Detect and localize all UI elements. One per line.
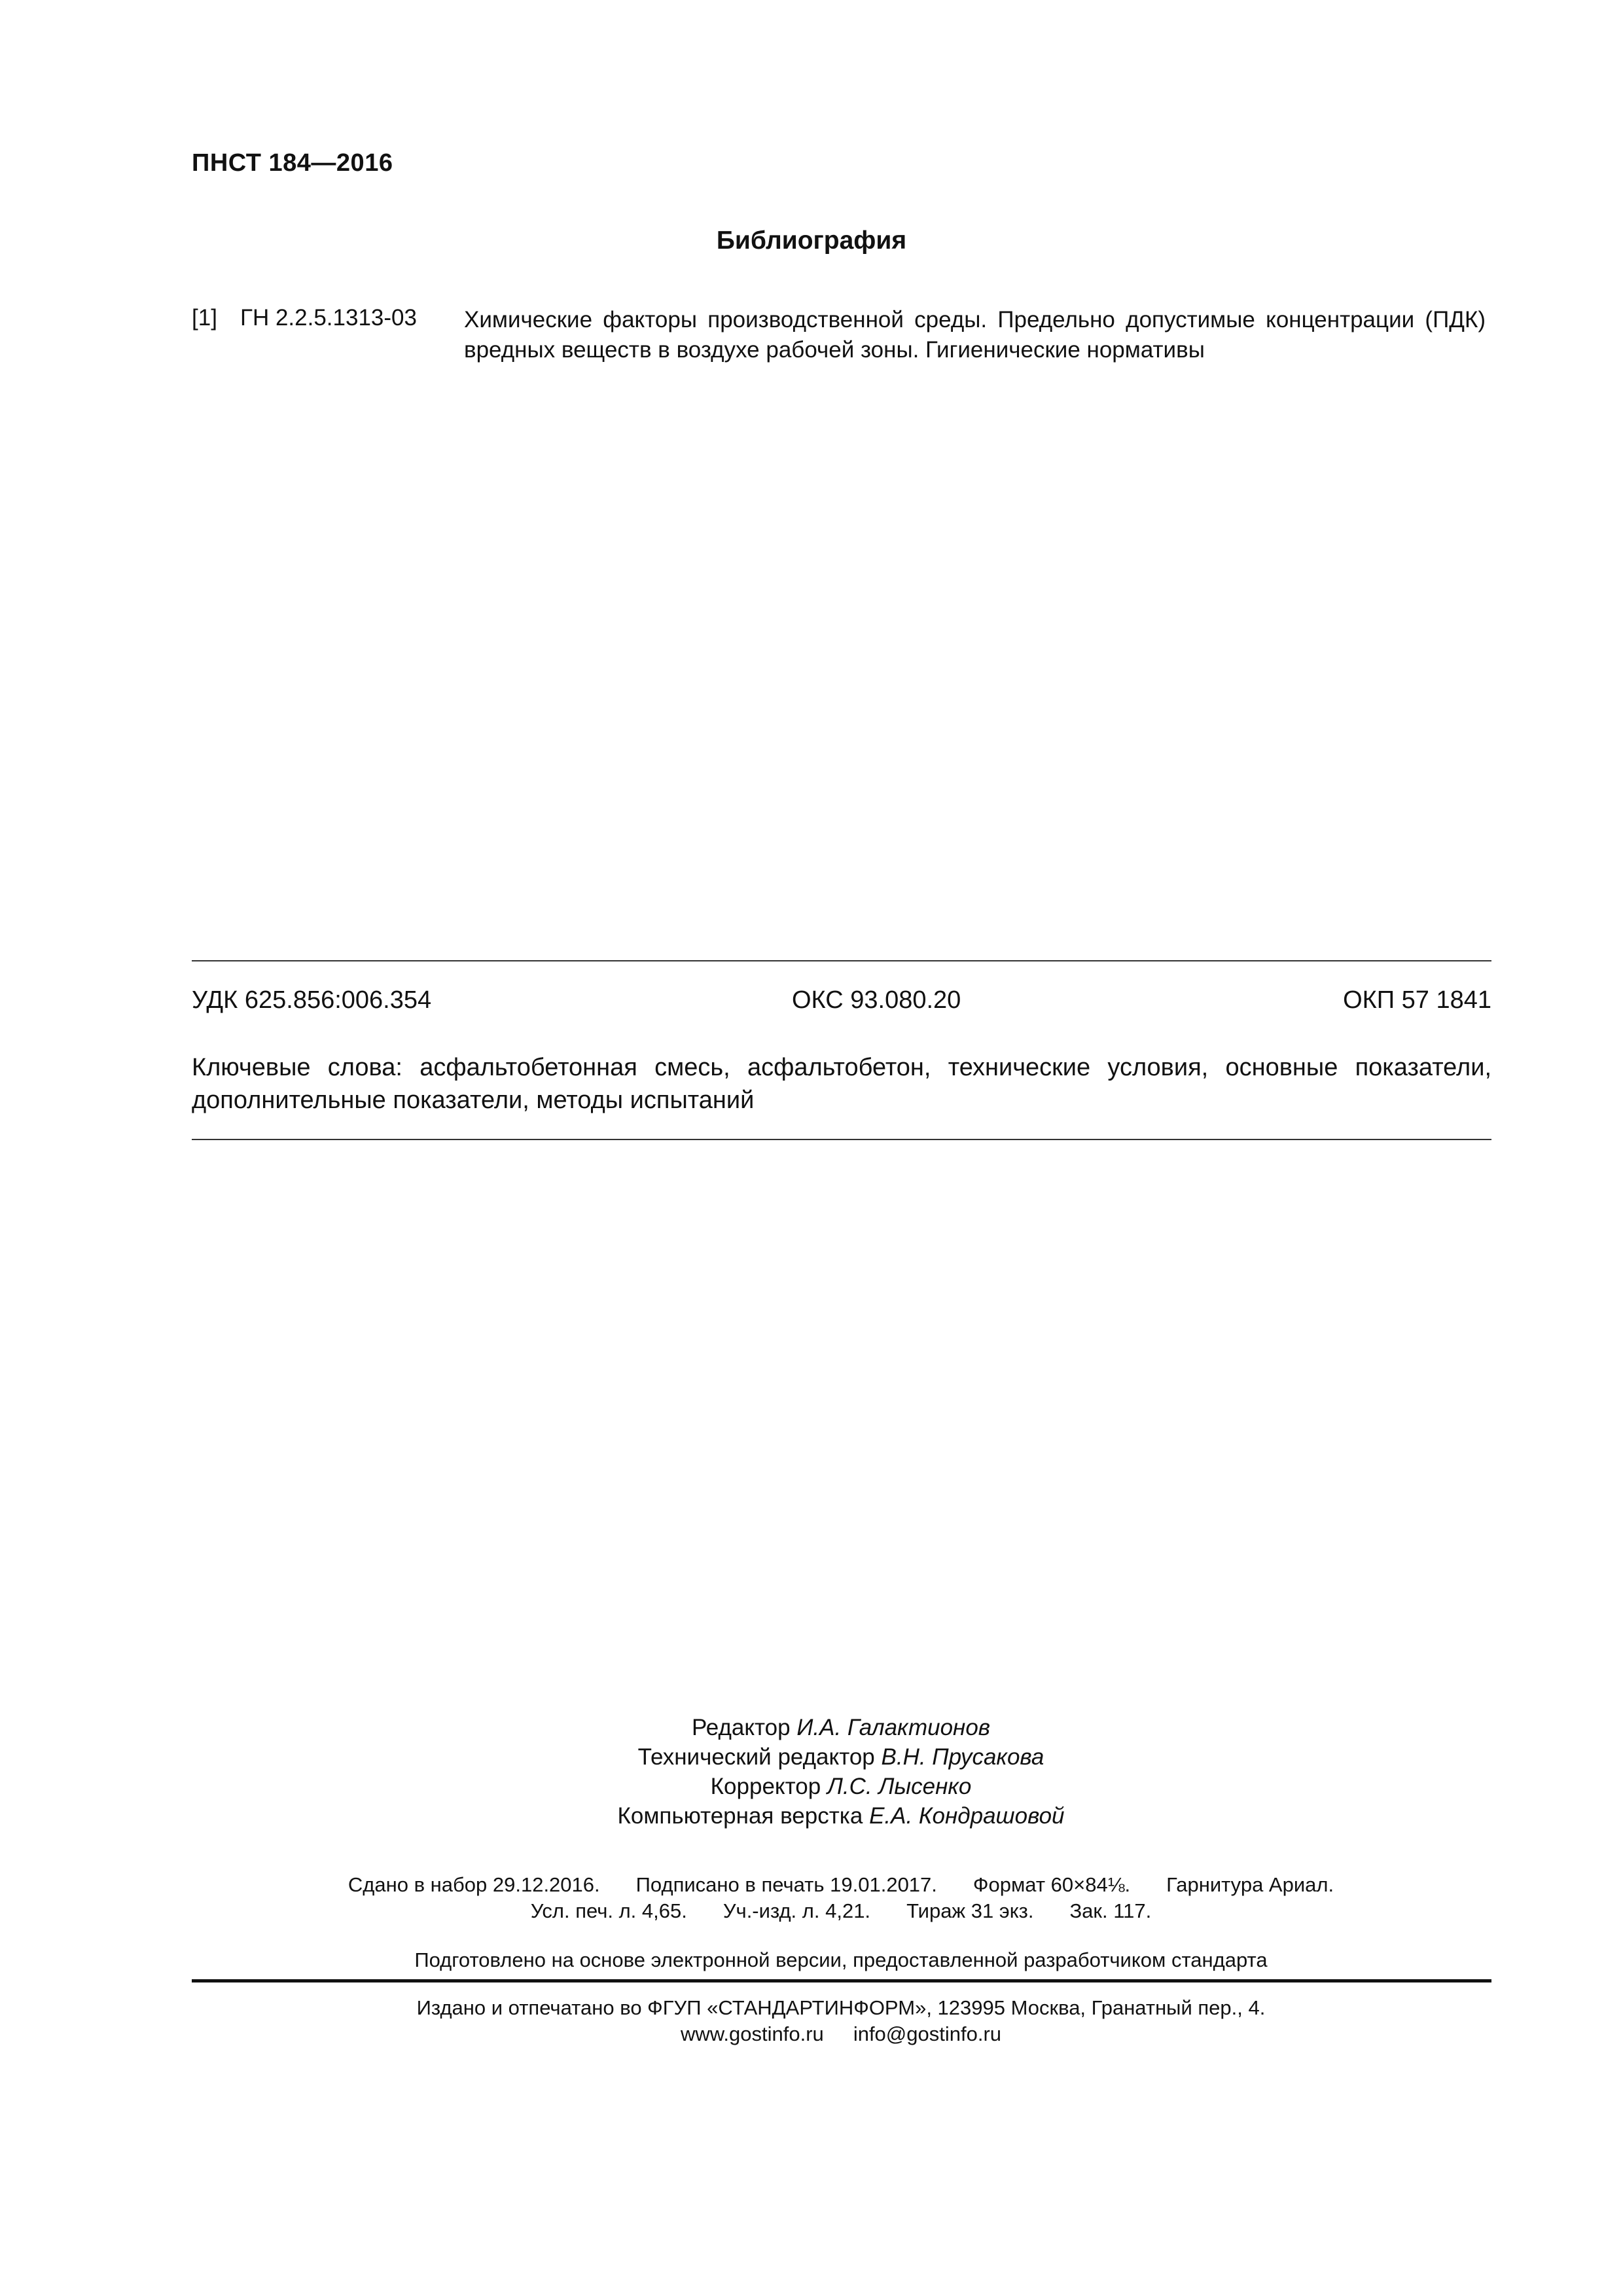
credit-editor — [0, 1715, 1623, 1741]
submitted-date: Сдано в набор 29.12.2016. — [348, 1873, 600, 1896]
publication-line-2 — [0, 1899, 1623, 1923]
signed-date: Подписано в печать 19.01.2017. — [635, 1873, 937, 1896]
typeface: Гарнитура Ариал. — [1166, 1873, 1334, 1896]
credit-tech-editor — [0, 1744, 1623, 1770]
document-id: ПНСТ 184—2016 — [192, 149, 393, 177]
publisher-address: Издано и отпечатано во ФГУП «СТАНДАРТИНФОРМ», 123995 Москва, Гранатный пер., 4. — [416, 1996, 1266, 2019]
bibliography-entry-text: Химические факторы производственной среды. Предельно допустимые концентрации (ПДК) вредных веществ в воздухе рабочей зоны. Гигиенические нормативы — [464, 307, 1486, 363]
credit-editor-name: И.А. Галактионов — [796, 1715, 991, 1740]
bibliography-title: Библиография — [716, 226, 907, 255]
publication-line-1 — [0, 1873, 1623, 1897]
print-format: Формат 60×84⅛. — [972, 1873, 1131, 1896]
credit-corrector-name: Л.С. Лысенко — [827, 1774, 972, 1799]
bibliography-entry-number: [1] — [192, 305, 217, 331]
credit-layout-label: Компьютерная верстка — [617, 1803, 863, 1829]
credit-layout-name: Е.А. Кондрашовой — [869, 1803, 1065, 1829]
credit-corrector-label: Корректор — [710, 1774, 821, 1799]
credit-tech-editor-name: В.Н. Прусакова — [881, 1744, 1044, 1770]
credit-tech-editor-label: Технический редактор — [637, 1744, 875, 1770]
bibliography-entry-code: ГН 2.2.5.1313-03 — [240, 305, 417, 331]
divider-bottom — [192, 1139, 1491, 1140]
divider-thick — [192, 1979, 1491, 1982]
circulation: Тираж 31 экз. — [906, 1899, 1034, 1922]
order-number: Зак. 117. — [1069, 1899, 1152, 1922]
publisher-sheets: Уч.-изд. л. 4,21. — [722, 1899, 871, 1922]
credit-corrector — [0, 1774, 1623, 1800]
keywords: Ключевые слова: асфальтобетонная смесь, асфальтобетон, технические условия, основные показатели, дополнительные показатели, методы испытаний — [192, 1054, 1491, 1114]
email-link[interactable]: info@gostinfo.ru — [853, 2022, 1002, 2045]
credit-layout — [0, 1803, 1623, 1829]
divider-top — [192, 960, 1491, 961]
print-sheets: Усл. печ. л. 4,65. — [530, 1899, 687, 1922]
prepared-note: Подготовлено на основе электронной версии, предоставленной разработчиком стандарта — [414, 1948, 1268, 1971]
oks-code: ОКС 93.080.20 — [792, 986, 961, 1014]
publisher-contacts — [0, 2022, 1623, 2046]
credit-editor-label: Редактор — [691, 1715, 791, 1740]
okp-code: ОКП 57 1841 — [1343, 986, 1491, 1014]
udk-code: УДК 625.856:006.354 — [192, 986, 432, 1014]
website-link[interactable]: www.gostinfo.ru — [680, 2022, 824, 2045]
